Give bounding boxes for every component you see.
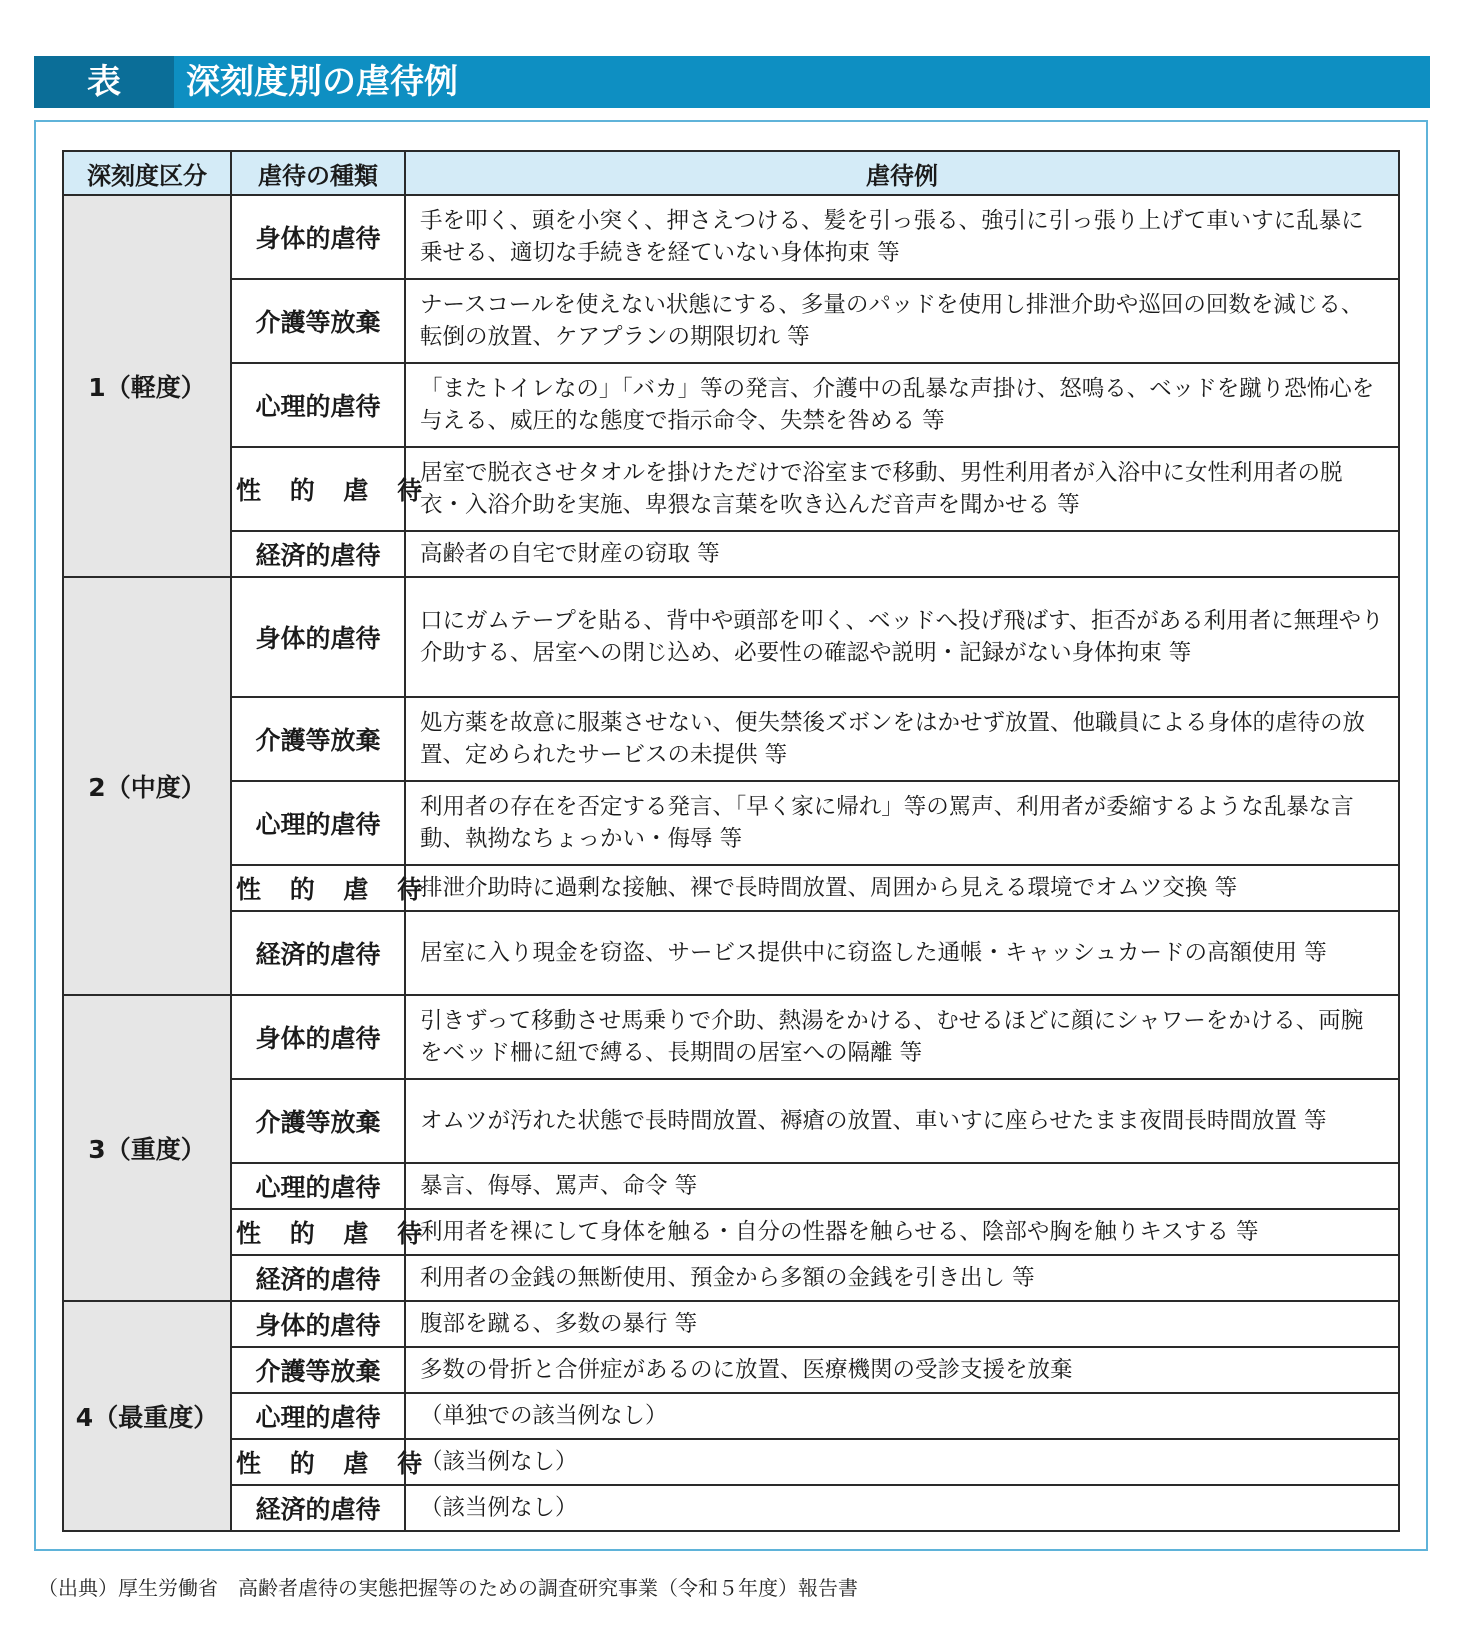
header-row [63,151,1399,195]
abuse-example: 多数の骨折と合併症があるのに放置、医療機関の受診支援を放棄 [405,1347,1399,1393]
abuse-type: 性 的 虐 待 [231,447,405,531]
abuse-example: 手を叩く、頭を小突く、押さえつける、髪を引っ張る、強引に引っ張り上げて車いすに乱暴に乗せる、適切な手続きを経ていない身体拘束 等 [405,195,1399,279]
table-row [63,1439,1399,1485]
abuse-type: 性 的 虐 待 [231,1439,405,1485]
abuse-example: 口にガムテープを貼る、背中や頭部を叩く、ベッドへ投げ飛ばす、拒否がある利用者に無理やり介助する、居室への閉じ込め、必要性の確認や説明・記録がない身体拘束 等 [405,577,1399,697]
abuse-type: 経済的虐待 [231,911,405,995]
abuse-example: 腹部を蹴る、多数の暴行 等 [405,1301,1399,1347]
severity-level: 2（中度） [63,577,231,995]
abuse-type: 身体的虐待 [231,1301,405,1347]
abuse-type: 介護等放棄 [231,279,405,363]
abuse-example: 居室に入り現金を窃盗、サービス提供中に窃盗した通帳・キャッシュカードの高額使用 等 [405,911,1399,995]
abuse-type: 心理的虐待 [231,1163,405,1209]
abuse-type: 経済的虐待 [231,531,405,577]
abuse-example: 処方薬を故意に服薬させない、便失禁後ズボンをはかせず放置、他職員による身体的虐待の放置、定められたサービスの未提供 等 [405,697,1399,781]
table-row [63,531,1399,577]
abuse-example: 利用者の金銭の無断使用、預金から多額の金銭を引き出し 等 [405,1255,1399,1301]
abuse-type: 身体的虐待 [231,577,405,697]
source-citation: （出典）厚生労働省 高齢者虐待の実態把握等のための調査研究事業（令和５年度）報告書 [38,1576,858,1600]
abuse-example: （該当例なし） [405,1439,1399,1485]
table-row [63,195,1399,279]
abuse-example: 利用者を裸にして身体を触る・自分の性器を触らせる、陰部や胸を触りキスする 等 [405,1209,1399,1255]
abuse-type: 性 的 虐 待 [231,865,405,911]
abuse-type: 身体的虐待 [231,995,405,1079]
abuse-example: 「またトイレなの」「バカ」等の発言、介護中の乱暴な声掛け、怒鳴る、ベッドを蹴り恐怖心を与える、威圧的な態度で指示命令、失禁を咎める 等 [405,363,1399,447]
abuse-type: 介護等放棄 [231,1079,405,1163]
table-row [63,1347,1399,1393]
table-row [63,995,1399,1079]
abuse-type: 介護等放棄 [231,697,405,781]
table-label: 表 [34,56,174,108]
abuse-examples-table [62,150,1400,1532]
abuse-example: 暴言、侮辱、罵声、命令 等 [405,1163,1399,1209]
abuse-example: オムツが汚れた状態で長時間放置、褥瘡の放置、車いすに座らせたまま夜間長時間放置 等 [405,1079,1399,1163]
table-row [63,279,1399,363]
abuse-type: 身体的虐待 [231,195,405,279]
abuse-type: 心理的虐待 [231,1393,405,1439]
header-abuse-type: 虐待の種類 [231,151,405,195]
abuse-example: 居室で脱衣させタオルを掛けただけで浴室まで移動、男性利用者が入浴中に女性利用者の脱衣・入浴介助を実施、卑猥な言葉を吹き込んだ音声を聞かせる 等 [405,447,1399,531]
abuse-type: 経済的虐待 [231,1255,405,1301]
abuse-type: 性 的 虐 待 [231,1209,405,1255]
table-row [63,697,1399,781]
table-row [63,911,1399,995]
table-body [63,195,1399,1531]
table-row [63,1079,1399,1163]
page-title: 深刻度別の虐待例 [186,62,458,102]
table-row [63,1485,1399,1531]
severity-level: 3（重度） [63,995,231,1301]
abuse-type: 介護等放棄 [231,1347,405,1393]
header-examples: 虐待例 [405,151,1399,195]
abuse-example: ナースコールを使えない状態にする、多量のパッドを使用し排泄介助や巡回の回数を減じる、転倒の放置、ケアプランの期限切れ 等 [405,279,1399,363]
severity-level: 1（軽度） [63,195,231,577]
table-row [63,363,1399,447]
table-row [63,1255,1399,1301]
abuse-example: 引きずって移動させ馬乗りで介助、熱湯をかける、むせるほどに顔にシャワーをかける、両腕をベッド柵に紐で縛る、長期間の居室への隔離 等 [405,995,1399,1079]
title-bar [34,56,1430,108]
abuse-example: 利用者の存在を否定する発言、「早く家に帰れ」等の罵声、利用者が委縮するような乱暴な言動、執拗なちょっかい・侮辱 等 [405,781,1399,865]
table-row [63,781,1399,865]
abuse-type: 経済的虐待 [231,1485,405,1531]
table-row [63,577,1399,697]
abuse-example: （単独での該当例なし） [405,1393,1399,1439]
abuse-example: 排泄介助時に過剰な接触、裸で長時間放置、周囲から見える環境でオムツ交換 等 [405,865,1399,911]
abuse-type: 心理的虐待 [231,781,405,865]
severity-level: 4（最重度） [63,1301,231,1531]
table-row [63,865,1399,911]
table-row [63,1163,1399,1209]
table-row [63,447,1399,531]
abuse-example: （該当例なし） [405,1485,1399,1531]
abuse-type: 心理的虐待 [231,363,405,447]
header-severity: 深刻度区分 [63,151,231,195]
table-row [63,1301,1399,1347]
table-row [63,1209,1399,1255]
table-row [63,1393,1399,1439]
abuse-example: 高齢者の自宅で財産の窃取 等 [405,531,1399,577]
